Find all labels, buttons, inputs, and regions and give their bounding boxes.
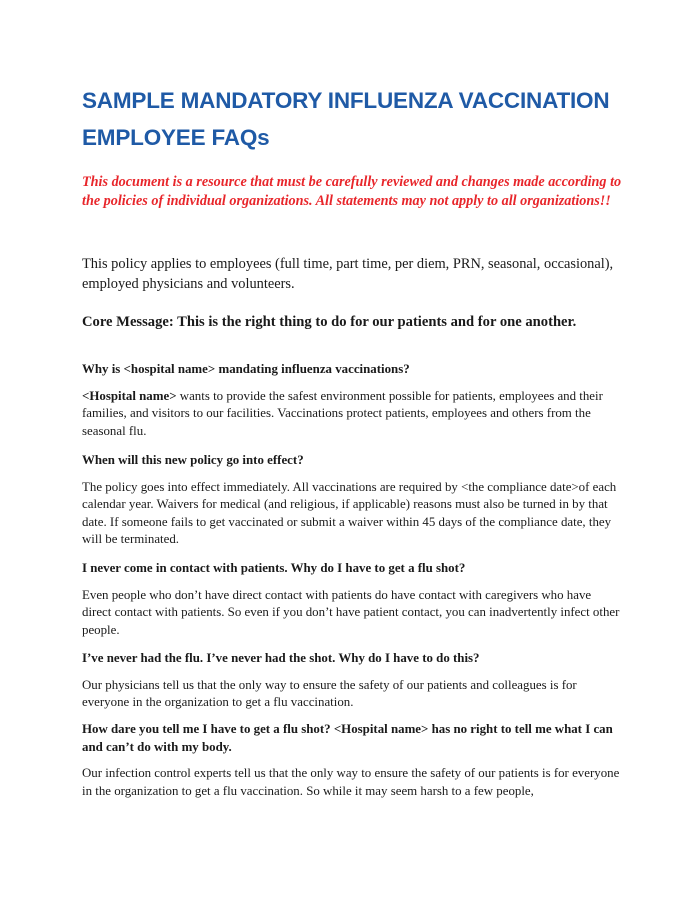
faq-question: I never come in contact with patients. Why do I have to get a flu shot? [82, 561, 466, 575]
faq-answer: Even people who don’t have direct contact with patients do have contact with caregivers who have direct contact with patients. So even if you don’t have patient contact, you can inadvertently infect other people. [82, 587, 620, 637]
faq-answer [82, 388, 622, 441]
faq-question: How dare you tell me I have to get a flu shot? <Hospital name> has no right to tell me what I can and can’t do with my body. [82, 722, 613, 754]
faq-item-5 [82, 721, 622, 800]
faq-answer: Our infection control experts tell us that the only way to ensure the safety of our patients is for everyone in the organization to get a flu vaccination. So while it may seem harsh to a few people, [82, 766, 620, 798]
faq-question: Why is <hospital name> mandating influenza vaccinations? [82, 362, 410, 376]
policy-scope-paragraph: This policy applies to employees (full time, part time, per diem, PRN, seasonal, occasional), employed physicians and volunteers. [82, 256, 614, 292]
faq-answer: Our physicians tell us that the only way to ensure the safety of our patients and colleagues is for everyone in the organization to get a flu vaccination. [82, 677, 577, 709]
title-line-2: EMPLOYEE FAQs [82, 125, 270, 150]
faq-item-1 [82, 361, 622, 440]
faq-item-3 [82, 560, 622, 639]
faq-item-4 [82, 650, 622, 712]
faq-question: When will this new policy go into effect? [82, 453, 304, 467]
answer-bold-lead: <Hospital name> [82, 388, 177, 403]
faq-question: I’ve never had the flu. I’ve never had the shot. Why do I have to do this? [82, 651, 480, 665]
faq-answer: The policy goes into effect immediately. All vaccinations are required by <the compliance date>of each calendar year. Waivers for medical (and religious, if applicable) reasons must also be turned in by that date. If someone fails to get vaccinated or submit a waiver within 45 days of the compliance date, they will be terminated. [82, 479, 617, 546]
disclaimer-note: This document is a resource that must be carefully reviewed and changes made according to the policies of individual organizations. All statements may not apply to all organizations!! [82, 174, 622, 209]
faq-item-2 [82, 452, 622, 549]
answer-text: wants to provide the safest environment possible for patients, employees and their families, and visitors to our facilities. Vaccinations protect patients, employees and others from the seasonal flu. [82, 388, 603, 438]
title-line-1: SAMPLE MANDATORY INFLUENZA VACCINATION [82, 88, 610, 113]
core-message: Core Message: This is the right thing to do for our patients and for one another. [82, 314, 577, 330]
document-title [82, 82, 642, 156]
